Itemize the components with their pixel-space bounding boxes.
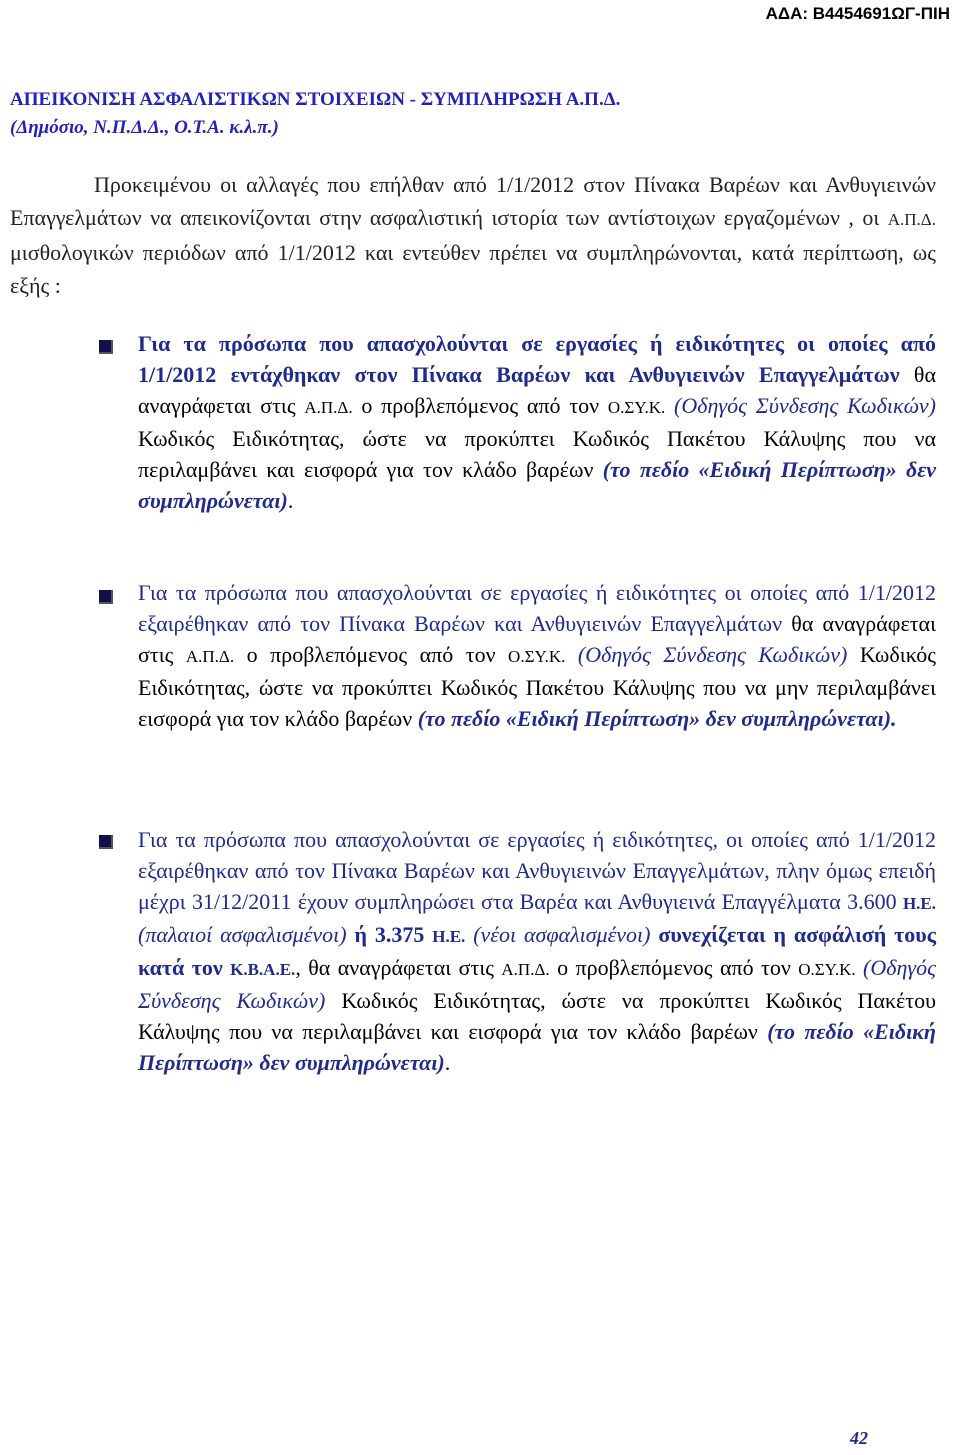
item3-note: (το πεδίο «Ειδική Περίπτωση» δεν συμπληρώνεται) — [138, 1019, 936, 1075]
list-item-1 — [138, 328, 936, 516]
bullet-icon — [96, 336, 118, 358]
item3-osyk: Ο.ΣΥ.Κ. — [798, 960, 856, 979]
item3-guide: (Οδηγός Σύνδεσης Κωδικών) — [138, 955, 937, 1013]
item1-apd: Α.Π.Δ. — [304, 398, 353, 417]
intro-apd: Α.Π.Δ. — [887, 210, 936, 229]
list-item-3 — [138, 824, 936, 1078]
bullet-icon — [96, 586, 118, 608]
item3-cont: συνεχίζεται η ασφάλισή τους κατά τον — [138, 922, 936, 980]
item1-text-d: Κωδικός Ειδικότητας, ώστε να προκύπτει Κωδικός Πακέτου Κάλυψης που να περιλαμβάνει και εισφορά για τον κλάδο βαρέων — [138, 426, 936, 482]
bullet-icon — [96, 831, 118, 853]
item2-apd: Α.Π.Δ. — [185, 647, 235, 666]
item2-note: (το πεδίο «Ειδική Περίπτωση» δεν συμπληρώνεται). — [417, 706, 897, 731]
item2-text-c: ο προβλεπόμενος από τον — [234, 642, 509, 667]
document-heading — [10, 86, 930, 142]
item1-text-b: θα αναγράφεται στις — [138, 362, 936, 418]
item3-apd: Α.Π.Δ. — [501, 960, 550, 979]
intro-paragraph — [10, 168, 936, 302]
intro-text-b: μισθολογικών περιόδων από 1/1/2012 και εντεύθεν πρέπει να συμπληρώνονται, κατά περίπτωση, ως εξής : — [10, 240, 936, 298]
intro-text-a: Προκειμένου οι αλλαγές που επήλθαν από 1/1/2012 στον Πίνακα Βαρέων και Ανθυγιεινών Επαγγελμάτων να απεικονίζονται στην ασφαλιστική ιστορία των αντίστοιχων εργαζομένων , οι — [10, 172, 936, 230]
item1-osyk: Ο.ΣΥ.Κ. — [607, 398, 666, 417]
item2-osyk: Ο.ΣΥ.Κ. — [508, 647, 566, 666]
item3-or: ή 3.375 — [346, 922, 433, 947]
item3-new: (νέοι ασφαλισμένοι) — [465, 922, 651, 947]
item3-text-c: ο προβλεπόμενος από τον — [549, 955, 799, 980]
item3-he2: Η.Ε. — [432, 927, 466, 946]
heading-line-2: (Δημόσιο, Ν.Π.Δ.Δ., Ο.Τ.Α. κ.λ.π.) — [10, 117, 279, 138]
item2-text-b: θα αναγράφεται στις — [138, 611, 936, 667]
ada-code: ΑΔΑ: Β4454691ΩΓ-ΠΙΗ — [765, 4, 950, 23]
item3-text-d: Κωδικός Ειδικότητας, ώστε να προκύπτει Κωδικός Πακέτου Κάλυψης που να περιλαμβάνει και εισφορά για τον κλάδο βαρέων — [138, 988, 937, 1044]
item3-end: . — [444, 1050, 451, 1075]
item2-guide: (Οδηγός Σύνδεσης Κωδικών) — [565, 642, 848, 667]
item2-text-d: Κωδικός Ειδικότητας, ώστε να προκύπτει Κωδικός Πακέτου Κάλυψης που να μην περιλαμβάνει εισφορά για τον κλάδο βαρέων — [138, 642, 937, 731]
item1-text-c: ο προβλεπόμενος από τον — [352, 393, 608, 418]
page-number: 42 — [850, 1428, 868, 1448]
item1-lead: Για τα πρόσωπα που απασχολούνται σε εργασίες ή ειδικότητες οι οποίες από 1/1/2012 εντάχθηκαν στον Πίνακα Βαρέων και Ανθυγιεινών Επαγγελμάτων — [138, 331, 936, 387]
item1-note: (το πεδίο «Ειδική Περίπτωση» δεν συμπληρώνεται) — [138, 457, 936, 513]
item3-text-b: , θα αναγράφεται στις — [295, 955, 502, 980]
item3-kbae: Κ.Β.Α.Ε. — [230, 960, 296, 979]
item1-guide: (Οδηγός Σύνδεσης Κωδικών) — [665, 393, 937, 418]
list-item-2 — [138, 577, 936, 734]
heading-line-1: ΑΠΕΙΚΟΝΙΣΗ ΑΣΦΑΛΙΣΤΙΚΩΝ ΣΤΟΙΧΕΙΩΝ - ΣΥΜΠΛΗΡΩΣΗ Α.Π.Δ. — [10, 89, 621, 110]
item3-lead: Για τα πρόσωπα που απασχολούνται σε εργασίες ή ειδικότητες, οι οποίες από 1/1/2012 εξαιρέθηκαν από τον Πίνακα Βαρέων και Ανθυγιεινών Επαγγελμάτων, πλην όμως επειδή μέχρι 31/12/2011 έχουν συμπληρώσει στα Βαρέα και Ανθυγιεινά Επαγγέλματα 3.600 — [138, 827, 936, 914]
item3-he1: Η.Ε. — [902, 894, 936, 913]
item2-lead: Για τα πρόσωπα που απασχολούνται σε εργασίες ή ειδικότητες οι οποίες από 1/1/2012 εξαιρέθηκαν από τον Πίνακα Βαρέων και Ανθυγιεινών Επαγγελμάτων — [138, 580, 936, 636]
item3-old: (παλαιοί ασφαλισμένοι) — [138, 922, 347, 947]
item1-end: . — [287, 488, 294, 513]
